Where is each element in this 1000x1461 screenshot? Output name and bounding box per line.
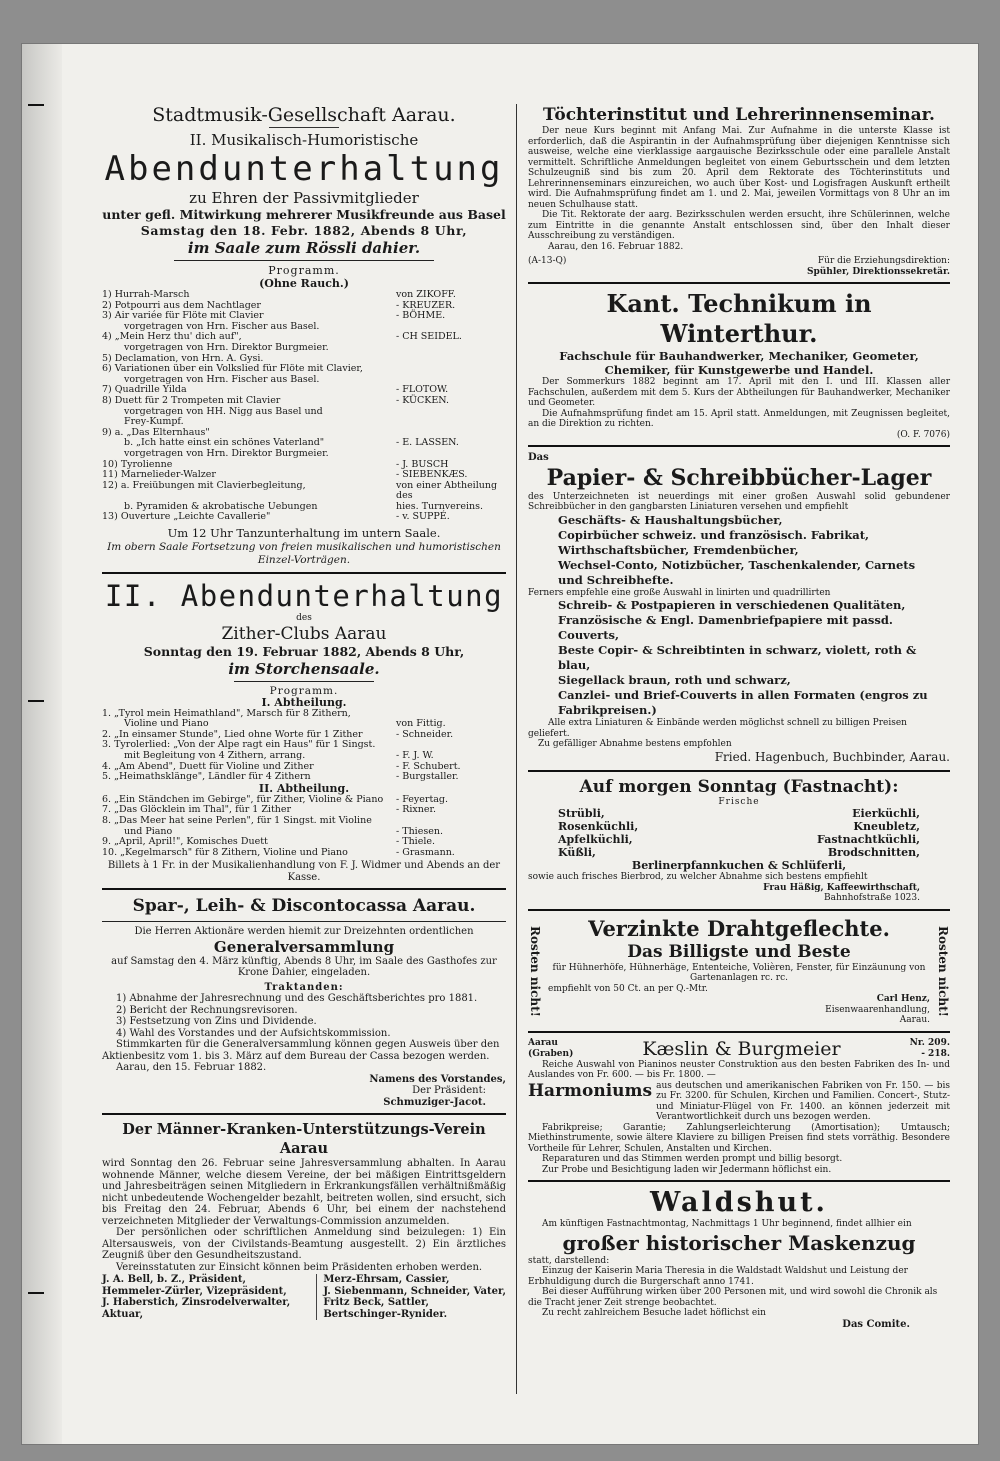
program-item-title: 3) Air variée für Flöte mit Clavier [102, 310, 264, 322]
body-5: Zur Probe und Besichtigung laden wir Jedermann höflichst ein. [542, 1164, 832, 1175]
stadtmusik-ad [102, 104, 506, 567]
signature-1: Carl Henz, [876, 994, 930, 1004]
body: statt, darstellend: [528, 1255, 610, 1266]
program-item-composer: von ZIKOFF. [396, 289, 456, 300]
product-line: Wechsel-Conto, Notizbücher, Taschenkalender, Carnets [558, 557, 916, 572]
program-item-composer [396, 407, 506, 418]
signature-2: Der Präsident: [412, 1085, 486, 1097]
technikum-ad [528, 289, 950, 440]
kaeslin-ad [528, 1038, 950, 1176]
program-item [102, 751, 506, 762]
program-item-composer: - Thiele. [396, 836, 436, 848]
signature-1: Frau Häßig, Kaffeewirthschaft, [763, 882, 920, 893]
program-item-title: vorgetragen von Hrn. Fischer aus Basel. [124, 320, 320, 332]
program-item-composer: hies. Turnvereins. [396, 500, 484, 512]
venue: im Storchensaale. [228, 659, 380, 678]
member-name: Merz-Ehrsam, Cassier, [323, 1274, 450, 1286]
draht-subtitle: Das Billigste und Beste [627, 941, 851, 962]
program-item [102, 449, 506, 460]
pastry-list-left [558, 807, 638, 859]
divider [528, 909, 950, 911]
binding-mark [28, 104, 44, 106]
member-name: J. Siebenmann, Schneider, Vater, [323, 1285, 506, 1297]
body: wird Sonntag den 26. Februar seine Jahresversammlung abhalten. In Aarau wohnende Männer, welche diesem Vereine, der bei mäßigen Eintrittsgeldern und Jahresbeiträgen seinen Mitgliedern in Erkrankungsfällen verhältnißmäßig nicht unbedeutende Wochengelder bezahlt, beitreten wollen, sind ersucht, sich bis Freitag den 24. Februar, Abends 6 Uhr, bei einem der nachstehend verzeichneten Mitglieder der Verwaltungs-Commission anzumelden. [102, 1158, 506, 1227]
member-name: Fritz Beck, Sattler, [323, 1297, 430, 1309]
member-name: Hemmeler-Zürler, Vizepräsident, [102, 1285, 287, 1297]
program-item-title: Violine und Piano [124, 718, 209, 730]
program-item-title: vorgetragen von Hrn. Direktor Burgmeier. [124, 447, 329, 459]
program-item-composer: - BÖHME. [396, 310, 446, 322]
agenda-list [102, 993, 506, 1039]
program-item-composer [396, 343, 506, 354]
program-item-composer: - F. Schubert. [396, 760, 461, 772]
left-column [102, 104, 506, 1320]
signature: Fried. Hagenbuch, Buchbinder, Aarau. [714, 749, 950, 764]
house-number-2: - 218. [921, 1048, 950, 1059]
date: Samstag den 18. Febr. 1882, Abends 8 Uhr, [140, 223, 468, 238]
toechter-ad [528, 104, 950, 277]
bank-title: Spar-, Leih- & Discontocassa Aarau. [132, 896, 476, 917]
line1: zu Ehren der Passivmitglieder [189, 189, 419, 207]
zither-ad [102, 579, 506, 883]
signature-2: Bahnhofstraße 1023. [824, 893, 920, 903]
code: (A-13-Q) [528, 256, 567, 266]
program-item-title: vorgetragen von HH. Nigg aus Basel und [124, 405, 323, 417]
program-item-composer [396, 354, 506, 365]
location-2: (Graben) [528, 1048, 574, 1059]
club-name: Zither-Clubs Aarau [221, 623, 387, 644]
signature-3: Aarau. [899, 1015, 930, 1025]
technikum-title: Kant. Technikum in Winterthur. [606, 289, 872, 348]
agenda-item: 1) Abnahme der Jahresrechnung und des Geschäftsberichtes pro 1881. [116, 993, 478, 1005]
house-number-1: Nr. 209. [909, 1038, 950, 1048]
program-item-composer [396, 449, 506, 460]
pastry-columns [528, 807, 950, 859]
divider [102, 888, 506, 890]
program-item-title: 4) „Mein Herz thu' dich auf", [102, 331, 242, 343]
program-item-title: 8. „Das Meer hat seine Perlen", für 1 Singst. mit Violine [102, 814, 372, 826]
subtitle: II. Musikalisch-Humoristische [189, 131, 419, 149]
newspaper-page [22, 44, 978, 1444]
parade-title: großer historischer Maskenzug [562, 1230, 916, 1255]
body: für Hühnerhöfe, Hühnerhäge, Ententeiche, Volièren, Fenster, für Einzäunung von Gartenanlagen rc. rc. [552, 962, 926, 983]
event-title: Abendunterhaltung [104, 149, 504, 189]
program-item-composer [396, 417, 506, 428]
place-date: Aarau, den 15. Februar 1882. [116, 1062, 267, 1074]
program-item [102, 848, 506, 859]
intro: Die Herren Aktionäre werden hiemit zur Dreizehnten ordentlichen [134, 926, 474, 938]
program-item-composer: - F. J. W. [396, 749, 434, 761]
note: Alle extra Liniaturen & Einbände werden möglichst schnell zu billigen Preisen geliefert. [528, 718, 907, 739]
waldshut-ad [528, 1187, 950, 1330]
program-item-title: 2. „In einsamer Stunde", Lied ohne Worte für 1 Zither [102, 728, 363, 740]
body-4: Zu recht zahlreichem Besuche ladet höflichst ein [542, 1308, 766, 1318]
continuation-1: Im obern Saale Fortsetzung von freien musikalischen und humoristischen [107, 541, 501, 554]
note-2: Zu gefälliger Abnahme bestens empfohlen [538, 739, 732, 749]
program-item-title: 1. „Tyrol mein Heimathland", Marsch für 8 Zithern, [102, 707, 351, 719]
product-line: Geschäfts- & Haushaltungsbücher, [558, 512, 783, 527]
product-line: Copirbücher schweiz. und französisch. Fabrikat, [558, 527, 870, 542]
program-item-composer: - Feyertag. [396, 793, 449, 805]
agenda-item: 3) Festsetzung von Zins und Dividende. [116, 1016, 317, 1028]
program-item-title: 11) Marnelieder-Walzer [102, 469, 216, 481]
body-4: Reparaturen und das Stimmen werden prompt und billig besorgt. [542, 1154, 843, 1164]
spar-ad [102, 895, 506, 1108]
program-item [102, 343, 506, 354]
continuation-2: Einzel-Vorträgen. [257, 554, 351, 567]
binding-gutter [22, 44, 62, 1444]
program-item-title: 7. „Das Glöcklein im Thal", für 1 Zither [102, 804, 292, 816]
divider [102, 572, 506, 574]
dance-note: Um 12 Uhr Tanzunterhaltung im untern Saale. [167, 526, 441, 541]
program-list-2 [102, 795, 506, 859]
product-line: Canzlei- und Brief-Couverts in allen Formaten (engros zu [558, 688, 928, 702]
traktanden: Traktanden: [264, 981, 344, 993]
subtitle: Fachschule für Bauhandwerker, Mechaniker, Geometer, Chemiker, für Kunstgewerbe und Handel. [559, 349, 919, 377]
product-line: Siegellack braun, roth und schwarz, [558, 673, 791, 687]
product-list-2 [528, 598, 950, 718]
program-item-composer: - E. LASSEN. [396, 437, 459, 449]
program-item-composer: - CH SEIDEL. [396, 331, 462, 343]
agenda-item: 4) Wahl des Vorstandes und der Aufsichtskommission. [116, 1027, 391, 1039]
program-item-title: 5. „Heimathsklänge", Ländler für 4 Zithern [102, 771, 311, 783]
das: Das [528, 452, 549, 463]
member-name: J. A. Bell, b. Z., Präsident, [102, 1274, 246, 1286]
section-1: I. Abtheilung. [261, 695, 347, 709]
binding-mark [28, 1292, 44, 1294]
frische: Frische [718, 796, 760, 807]
program-item-title: b. Pyramiden & akrobatische Uebungen [124, 500, 318, 512]
program-item-title: 5) Declamation, von Hrn. A. Gysi. [102, 352, 264, 364]
assembly-date: auf Samstag den 4. März künftig, Abends 8 Uhr, im Saale des Gasthofes zur Krone Dahier, eingeladen. [111, 955, 497, 979]
signature-3: Schmuziger-Jacot. [383, 1096, 486, 1108]
program-item-composer: - KREUZER. [396, 299, 456, 311]
fastnacht-title: Auf morgen Sonntag (Fastnacht): [579, 776, 899, 797]
divider [528, 1180, 950, 1182]
pastry-item: Apfelküchli, [558, 833, 633, 846]
divider [528, 770, 950, 772]
fastnacht-ad [528, 777, 950, 904]
product-line: Französische & Engl. Damenbriefpapiere mit passd. Couverts, [558, 613, 893, 642]
pastry-item: Brodschnitten, [827, 846, 920, 859]
program-item-composer: von einer Abtheilung des [396, 479, 498, 502]
body-2: Der persönlichen oder schriftlichen Anmeldung sind beizulegen: 1) Ein Altersausweis, von der Civilstands-Beamtung ausgestellt. 2) Ein ärztliches Zeugniß über den Gesundheitszustand. [102, 1227, 506, 1262]
signature-1: Namens des Vorstandes, [369, 1073, 506, 1085]
harmonium-row [528, 1081, 950, 1123]
program-item-composer: - J. BUSCH [396, 458, 449, 470]
billets: Billets à 1 Fr. in der Musikalienhandlung von F. J. Widmer und Abends an der Kasse. [107, 860, 501, 883]
org-name: Stadtmusik-Gesellschaft Aarau. [152, 104, 456, 126]
signature: Das Comite. [842, 1318, 910, 1330]
member-name: Aktuar, [102, 1308, 144, 1320]
side-note-right: Rosten nicht! [936, 925, 950, 1017]
body-3: Vereinsstatuten zur Einsicht können beim Präsidenten erhoben werden. [116, 1261, 483, 1273]
body-2: Die Tit. Rektorate der aarg. Bezirksschulen werden ersucht, ihre Schülerinnen, welche zum Eintritte in die genannte Anstalt entschlossen sind, über den Inhalt dieser Ausschreibung zu verständigen. [528, 210, 950, 241]
body-3: Fabrikpreise; Garantie; Zahlungserleichterung (Amortisation); Umtausch; Miethinstrumente, sowie ältere Klaviere zu billigen Preisen find stets vorräthig. Besondere Vortheile für Lehrer, Schulen, Anstalten und Kirchen. [528, 1122, 950, 1154]
members [102, 1274, 506, 1320]
pastry-item: Strübli, [558, 807, 605, 820]
program-item-title: Frey-Kumpf. [124, 416, 184, 428]
program-item-composer: - Grasmann. [396, 846, 455, 858]
signature-1: Für die Erziehungsdirektion: [817, 256, 950, 266]
program-item [102, 816, 506, 827]
pastry-item: Eierküchli, [852, 807, 920, 820]
divider [528, 1031, 950, 1033]
des: des [296, 613, 312, 624]
pastry-list-right [817, 807, 920, 859]
program-item-title: vorgetragen von Hrn. Fischer aus Basel. [124, 373, 320, 385]
pastry-item: Kneubletz, [853, 820, 920, 833]
house-numbers [910, 1038, 950, 1059]
program-item-composer: - Rixner. [396, 804, 437, 816]
program-item-title: 1) Hurrah-Marsch [102, 289, 190, 300]
program-list-1 [102, 709, 506, 783]
divider [234, 681, 374, 682]
program-item-composer: - Schneider. [396, 728, 454, 740]
assembly-heading: Generalversammlung [213, 937, 395, 956]
signature-2: Eisenwaarenhandlung, [825, 1004, 930, 1015]
program-item-composer: - SIEBENKÆS. [396, 469, 468, 481]
program-item-title: 3. Tyrolerlied: „Von der Alpe ragt ein Haus" für 1 Singst. [102, 739, 376, 751]
body: sowie auch frisches Bierbrod, zu welcher Abnahme sich bestens empfiehlt [528, 872, 868, 882]
divider [102, 1113, 506, 1115]
product-line: und Schreibhefte. [558, 572, 674, 587]
program-item-title: b. „Ich hatte einst ein schönes Vaterland" [124, 437, 325, 449]
program-item-title: vorgetragen von Hrn. Direktor Burgmeier. [124, 341, 329, 353]
divider [269, 127, 339, 128]
members-left [102, 1274, 290, 1320]
program-item-title: 6) Variationen über ein Volkslied für Flöte mit Clavier, [102, 363, 363, 375]
side-note-left: Rosten nicht! [528, 925, 542, 1017]
pastry-item: Rosenküchli, [558, 820, 639, 833]
pastry-center: Berlinerpfannkuchen & Schlüferli, [631, 859, 847, 872]
pastry-item: Küßli, [558, 846, 596, 859]
draht-ad [528, 916, 950, 1026]
venue: im Saale zum Rössli dahier. [187, 239, 421, 257]
program-item [102, 396, 506, 407]
program-item-title: 9. „April, April!", Komisches Duett [102, 836, 268, 848]
place-date: Aarau, den 16. Februar 1882. [548, 241, 684, 252]
harmoniums: Harmoniums [528, 1080, 653, 1101]
program-item-title: 7) Quadrille Yilda [102, 384, 187, 396]
program-item-composer [396, 364, 506, 375]
body: Der Sommerkurs 1882 beginnt am 17. April mit den I. und III. Klassen aller Fachschulen, außerdem mit dem 5. Kurs der Abtheilungen für Bauhandwerker, Mechaniker und Geometer. [528, 377, 950, 408]
agenda-item: 2) Bericht der Rechnungsrevisoren. [116, 1004, 298, 1016]
location-1: Aarau [528, 1038, 558, 1048]
divider [528, 282, 950, 284]
papier-ad [528, 452, 950, 765]
program-item-composer: von Fittig. [396, 718, 446, 730]
society-title: Der Männer-Kranken-Unterstützungs-Verein Aarau [122, 1121, 486, 1158]
program-item-composer: - v. SUPPÉ. [396, 511, 450, 523]
program-item-composer: - Thiesen. [396, 825, 443, 837]
program-item-title: 8) Duett für 2 Trompeten mit Clavier [102, 394, 281, 406]
body-2: Die Aufnahmsprüfung findet am 15. April statt. Anmeldungen, mit Zeugnissen begleitet, an die Direktion zu richten. [528, 408, 950, 429]
note: Stimmkarten für die Generalversammlung können gegen Ausweis über den Aktienbesitz vom 1. bis 3. März auf dem Bureau der Cassa bezogen werden. [102, 1039, 500, 1062]
program-item-title: 10) Tyrolienne [102, 458, 173, 470]
divider [102, 921, 506, 922]
program-item-title: 10. „Kegelmarsch" für 8 Zithern, Violine und Piano [102, 846, 348, 858]
program-item-title: 13) Ouverture „Leichte Cavallerie" [102, 511, 271, 523]
firm-title: Kæslin & Burgmeier [642, 1037, 841, 1060]
body-3: Bei dieser Aufführung wirken über 200 Personen mit, und wird sowohl die Chronik als die Tracht jener Zeit strenge beobachtet. [528, 1287, 938, 1308]
line2: unter gefl. Mitwirkung mehrerer Musikfreunde aus Basel [102, 207, 506, 222]
program-item-composer [396, 816, 506, 827]
member-name: Bertschinger-Rynider. [323, 1308, 448, 1320]
pastry-item: Fastnachtküchli, [816, 833, 920, 846]
program-item-title: 9) a. „Das Elternhaus" [102, 426, 210, 438]
divider [174, 260, 434, 261]
program-heading: Programm. [268, 264, 340, 277]
body-2: aus deutschen und amerikanischen Fabriken von Fr. 150. — bis zu Fr. 3200. für Schulen, Kirchen und Familien. Concert-, Stutz- und Miniatur-Flügel von Fr. 1400. an können jederzeit mit Verantwortlichkeit durch uns bezogen werden. [656, 1080, 950, 1122]
shop-title: Papier- & Schreibbücher-Lager [546, 464, 932, 491]
body: Reiche Auswahl von Pianinos neuster Construktion aus den besten Fabriken des In- und Auslandes von Fr. 600. — bis Fr. 1800. — [528, 1059, 950, 1080]
town-title: Waldshut. [650, 1187, 828, 1218]
institute-title: Töchterinstitut und Lehrerinnenseminar. [543, 105, 935, 125]
product-line: Wirthschaftsbücher, Fremdenbücher, [558, 542, 799, 557]
program-item [102, 512, 506, 523]
date: Sonntag den 19. Februar 1882, Abends 8 Uhr, [143, 643, 465, 659]
program-item-composer: - Burgstaller. [396, 771, 459, 783]
product-line: Fabrikpreisen.) [558, 703, 657, 717]
program-item-title: und Piano [124, 825, 173, 837]
member-name: J. Haberstich, Zinsrodelverwalter, [102, 1297, 291, 1309]
product-line: Schreib- & Postpapieren in verschiedenen Qualitäten, [558, 598, 906, 612]
program-item-composer: - FLOTOW. [396, 384, 449, 396]
divider [528, 445, 950, 447]
program-item-title: mit Begleitung von 4 Zithern, arrang. [124, 749, 306, 761]
binding-mark [28, 700, 44, 702]
header-row [528, 1038, 950, 1060]
price: empfiehlt von 50 Ct. an per Q.-Mtr. [548, 983, 708, 994]
program-item-composer: - KÜCKEN. [396, 394, 450, 406]
signature-2: Spühler, Direktionssekretär. [806, 266, 950, 277]
intro: des Unterzeichneten ist neuerdings mit einer großen Auswahl solid gebundener Schreibbücher in den gangbarsten Liniaturen versehen und empfiehlt [528, 491, 950, 512]
program-item-title: 6. „Ein Ständchen im Gebirge", für Zither, Violine & Piano [102, 793, 384, 805]
program-item-title: 4. „Am Abend", Duett für Violine und Zither [102, 760, 314, 772]
right-column [528, 104, 950, 1330]
sign-row [528, 256, 950, 267]
product-list-1 [528, 513, 950, 588]
column-rule [516, 104, 517, 1394]
section-2: II. Abtheilung. [258, 781, 350, 795]
program-list [102, 290, 506, 523]
body-2: Einzug der Kaiserin Maria Theresia in die Waldstadt Waldshut und Leistung der Erbhuldigung durch die Burgerschaft anno 1741. [528, 1266, 908, 1287]
code: (O. F. 7076) [896, 429, 950, 440]
program-item [102, 481, 506, 502]
program-item-title: 2) Potpourri aus dem Nachtlager [102, 299, 261, 311]
maenner-ad [102, 1120, 506, 1320]
intro-2: Ferners empfehle eine große Auswahl in linirten und quadrillirten [528, 587, 831, 598]
location [528, 1038, 573, 1059]
program-item [102, 290, 506, 301]
program-heading: Programm. [269, 684, 339, 697]
members-right [316, 1274, 506, 1320]
draht-title: Verzinkte Drahtgeflechte. [588, 915, 890, 941]
body: Der neue Kurs beginnt mit Anfang Mai. Zur Aufnahme in die unterste Klasse ist erforderlich, daß die Aspirantin in der Aufnahmsprüfung über diejenigen Kenntnisse sich ausweise, welche eine vierklassige aargauische Bezirksschule oder eine parallele Anstalt vermittelt. Schriftliche Anmeldungen begleitet von einem Geburtsschein und dem letzten Schulzeugniß sind bis zum 20. April dem Rektorate des Töchterinstituts und Lehrerinnenseminars einzureichen, wo auch über Kost- und Logisfragen Auskunft ertheilt wird. Die Aufnahmsprüfung findet am 1. und 2. Mai, jeweilen Vormittags von 8 Uhr an im neuen Schulhause statt. [528, 126, 950, 210]
product-line: Beste Copir- & Schreibtinten in schwarz, violett, roth & blau, [558, 643, 917, 672]
intro: Am künftigen Fastnachtmontag, Nachmittags 1 Uhr beginnend, findet allhier ein [542, 1219, 912, 1229]
program-item-title: 12) a. Freiübungen mit Clavierbegleitung, [102, 479, 306, 491]
event-title: II. Abendunterhaltung [104, 579, 504, 614]
program-subheading: (Ohne Rauch.) [259, 277, 349, 290]
